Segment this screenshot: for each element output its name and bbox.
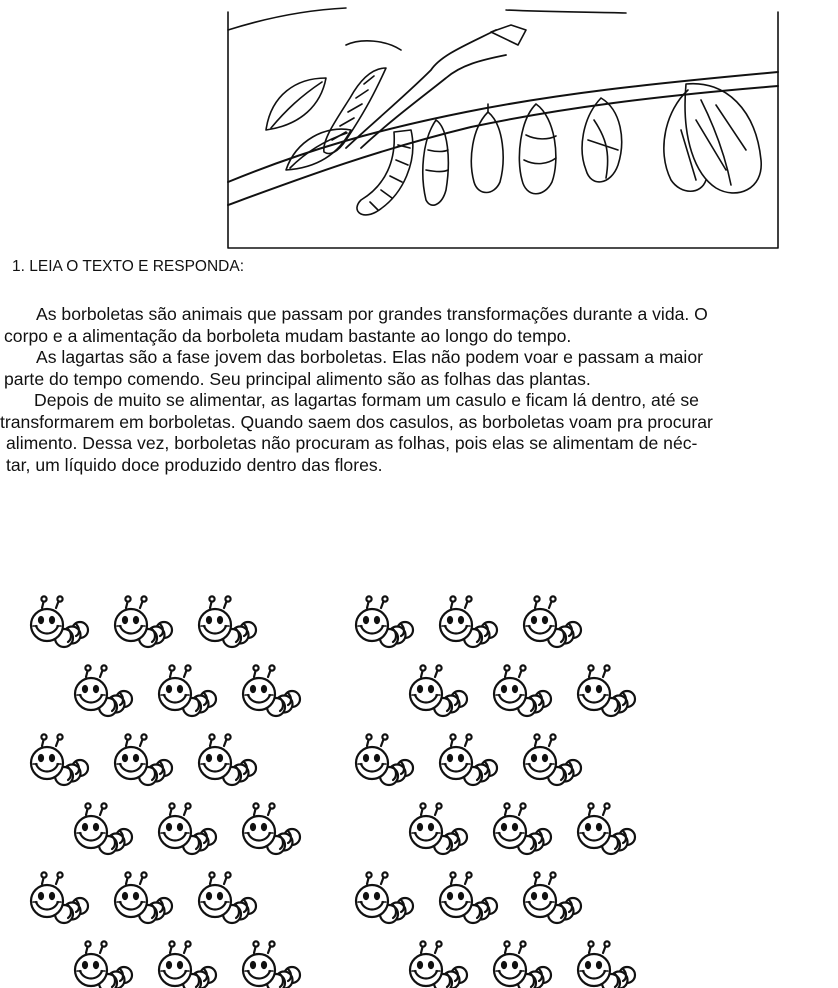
caterpillar-stage bbox=[357, 130, 413, 215]
caterpillar-icon bbox=[115, 734, 172, 785]
caterpillar-icon bbox=[243, 803, 300, 854]
caterpillar-icon bbox=[31, 734, 88, 785]
chrysalis-stage bbox=[423, 120, 449, 205]
caterpillar-icon bbox=[440, 734, 497, 785]
butterfly-life-cycle-illustration bbox=[226, 0, 780, 250]
passage-line: tar, um líquido doce produzido dentro das flores. bbox=[6, 454, 383, 475]
caterpillar-icon bbox=[410, 941, 467, 988]
caterpillar-icon bbox=[199, 596, 256, 647]
caterpillar-icon bbox=[410, 803, 467, 854]
caterpillar-icon bbox=[494, 665, 551, 716]
caterpillar-icon bbox=[199, 872, 256, 923]
caterpillar-icon bbox=[115, 872, 172, 923]
caterpillar-icon bbox=[410, 665, 467, 716]
passage-line: corpo e a alimentação da borboleta mudam bastante ao longo do tempo. bbox=[4, 325, 572, 346]
caterpillar-icon bbox=[356, 734, 413, 785]
caterpillar-icon bbox=[524, 734, 581, 785]
caterpillar-icon bbox=[243, 665, 300, 716]
caterpillar-icon bbox=[75, 941, 132, 988]
caterpillar-icon bbox=[524, 872, 581, 923]
caterpillar-icon bbox=[356, 872, 413, 923]
caterpillar-icon bbox=[578, 803, 635, 854]
caterpillar-icon bbox=[75, 665, 132, 716]
caterpillar-icon bbox=[159, 803, 216, 854]
caterpillar-icon bbox=[524, 596, 581, 647]
passage-line: alimento. Dessa vez, borboletas não procuram as folhas, pois elas se alimentam de néc- bbox=[6, 433, 698, 453]
caterpillar-icon bbox=[31, 596, 88, 647]
caterpillar-icon bbox=[243, 941, 300, 988]
caterpillar-icon bbox=[159, 665, 216, 716]
reading-passage bbox=[0, 304, 838, 476]
butterfly-stage bbox=[685, 84, 761, 193]
passage-line: As lagartas são a fase jovem das borboletas. Elas não podem voar e passam a maior bbox=[36, 347, 703, 367]
question-title: 1. LEIA O TEXTO E RESPONDA: bbox=[12, 258, 245, 275]
caterpillar-icon bbox=[115, 596, 172, 647]
caterpillar-icon bbox=[578, 665, 635, 716]
caterpillar-icon bbox=[159, 941, 216, 988]
passage-line: transformarem em borboletas. Quando saem dos casulos, as borboletas voam pra procurar bbox=[0, 411, 713, 432]
caterpillar-icon bbox=[31, 872, 88, 923]
caterpillar-icon bbox=[199, 734, 256, 785]
caterpillar-icon bbox=[440, 596, 497, 647]
passage-line: Depois de muito se alimentar, as lagartas formam um casulo e ficam lá dentro, até se bbox=[34, 390, 699, 410]
caterpillar-icon bbox=[494, 941, 551, 988]
passage-line: parte do tempo comendo. Seu principal alimento são as folhas das plantas. bbox=[4, 368, 591, 389]
caterpillar-icon bbox=[440, 872, 497, 923]
caterpillar-icon bbox=[578, 941, 635, 988]
caterpillar-counting-grid bbox=[0, 580, 838, 988]
caterpillar-icon bbox=[494, 803, 551, 854]
caterpillar-icon bbox=[356, 596, 413, 647]
caterpillar-icon bbox=[75, 803, 132, 854]
passage-line: As borboletas são animais que passam por grandes transformações durante a vida. O bbox=[36, 304, 708, 324]
